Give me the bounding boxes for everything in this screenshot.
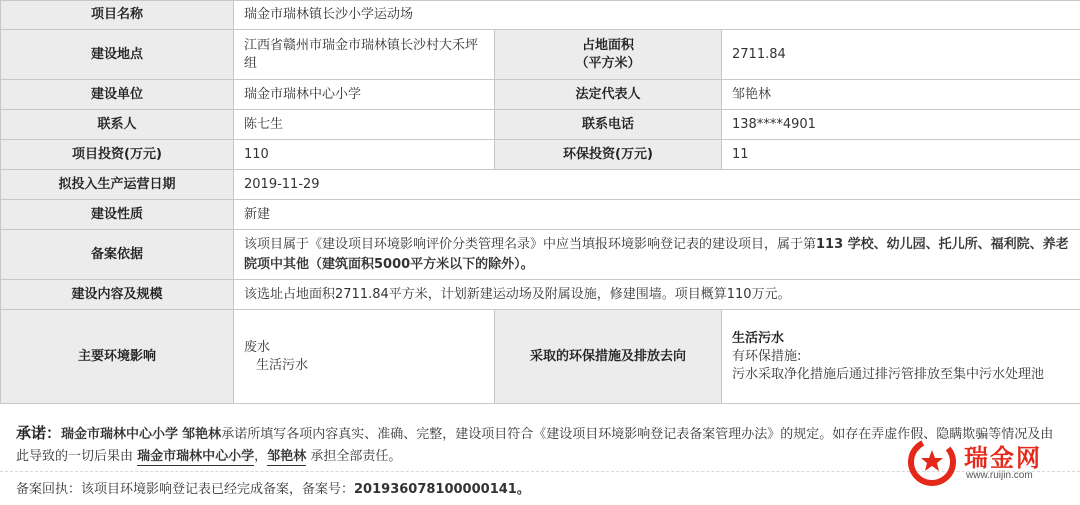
measures-title: 生活污水 bbox=[732, 330, 785, 346]
filing-number: 201936078100000141。 bbox=[354, 482, 530, 497]
label-area-unit: （平方米） bbox=[575, 55, 641, 71]
pledge-unit: 瑞金市瑞林中心小学 bbox=[61, 427, 179, 442]
value-contact: 陈七生 bbox=[234, 110, 495, 140]
label-env-investment: 环保投资(万元) bbox=[495, 140, 722, 170]
basis-text: 该项目属于《建设项目环境影响评价分类管理名录》中应当填报环境影响登记表的建设项目，属于第 bbox=[244, 236, 817, 252]
value-area: 2711.84 bbox=[722, 30, 1080, 80]
row-basis bbox=[1, 230, 1080, 280]
label-phone: 联系电话 bbox=[495, 110, 722, 140]
pledge-unit-underlined: 瑞金市瑞林中心小学 bbox=[137, 449, 255, 464]
value-investment: 110 bbox=[234, 140, 495, 170]
row-scale bbox=[1, 280, 1080, 310]
value-project-name: 瑞金市瑞林镇长沙小学运动场 bbox=[234, 1, 1080, 30]
pledge-label: 承诺： bbox=[16, 424, 62, 442]
row-location bbox=[1, 30, 1080, 80]
label-nature: 建设性质 bbox=[1, 200, 234, 230]
value-unit: 瑞金市瑞林中心小学 bbox=[234, 80, 495, 110]
label-contact: 联系人 bbox=[1, 110, 234, 140]
row-operation-date bbox=[1, 170, 1080, 200]
measures-detail: 污水采取净化措施后通过排污管排放至集中污水处理池 bbox=[732, 366, 1045, 382]
ruijin-logo-icon bbox=[904, 432, 962, 488]
pledge-text-2: 承担全部责任。 bbox=[310, 449, 402, 464]
label-legal-rep: 法定代表人 bbox=[495, 80, 722, 110]
filing-text: 备案回执：该项目环境影响登记表已经完成备案，备案号： bbox=[16, 482, 355, 497]
ruijin-watermark bbox=[904, 432, 1074, 488]
value-location: 江西省赣州市瑞金市瑞林镇长沙村大禾坪组 bbox=[234, 30, 495, 80]
label-measures: 采取的环保措施及排放去向 bbox=[495, 310, 722, 404]
label-scale: 建设内容及规模 bbox=[1, 280, 234, 310]
label-project-name: 项目名称 bbox=[1, 1, 234, 30]
row-project-name bbox=[1, 1, 1080, 30]
impact-item-domestic-sewage: 生活污水 bbox=[256, 357, 309, 373]
label-area-main: 占地面积 bbox=[581, 37, 634, 53]
pledge-rep: 邹艳林 bbox=[182, 427, 222, 442]
row-impact bbox=[1, 310, 1080, 404]
watermark-url: www.ruijin.com bbox=[966, 470, 1033, 481]
filing-receipt bbox=[16, 478, 530, 497]
label-operation-date: 拟投入生产运营日期 bbox=[1, 170, 234, 200]
label-location: 建设地点 bbox=[1, 30, 234, 80]
label-basis: 备案依据 bbox=[1, 230, 234, 280]
value-nature: 新建 bbox=[234, 200, 1080, 230]
impact-item-wastewater: 废水 bbox=[244, 339, 271, 355]
measures-sub: 有环保措施: bbox=[732, 348, 802, 364]
value-env-investment: 11 bbox=[722, 140, 1080, 170]
value-scale: 该选址占地面积2711.84平方米，计划新建运动场及附属设施，修建围墙。项目概算110万元。 bbox=[234, 280, 1080, 310]
value-operation-date: 2019-11-29 bbox=[234, 170, 1080, 200]
watermark-brand: 瑞金网 bbox=[964, 444, 1042, 472]
value-phone: 138****4901 bbox=[722, 110, 1080, 140]
pledge-rep-underlined: 邹艳林 bbox=[267, 449, 307, 464]
label-area bbox=[495, 30, 722, 80]
pledge-paragraph: 承诺：瑞金市瑞林中心小学 邹艳林承诺所填写各项内容真实、准确、完整，建设项目符合《建设项目环境影响登记表备案管理办法》的规定。如存在弄虚作假、隐瞒欺骗等情况及由此导致的一切后果由 瑞金市瑞林中心小学，邹艳林 承担全部责任。 bbox=[16, 424, 1054, 464]
row-unit bbox=[1, 80, 1080, 110]
row-investment bbox=[1, 140, 1080, 170]
basis-category: 113 学校、幼儿园、托儿所、福利院、养老院项中其他（建筑面积5000平方米以下的除外）。 bbox=[244, 236, 1069, 272]
label-unit: 建设单位 bbox=[1, 80, 234, 110]
label-impact: 主要环境影响 bbox=[1, 310, 234, 404]
row-nature bbox=[1, 200, 1080, 230]
value-basis bbox=[234, 230, 1080, 280]
row-contact bbox=[1, 110, 1080, 140]
pledge-text-1: 承诺所填写各项内容真实、准确、完整，建设项目符合《建设项目环境影响登记表备案管理办法》的规定。如存在弄虚作假、隐瞒欺骗等情况及由此导致的一切后果由 bbox=[16, 427, 1054, 464]
label-investment: 项目投资(万元) bbox=[1, 140, 234, 170]
value-legal-rep: 邹艳林 bbox=[722, 80, 1080, 110]
value-impact bbox=[234, 310, 495, 404]
value-measures bbox=[722, 310, 1080, 404]
